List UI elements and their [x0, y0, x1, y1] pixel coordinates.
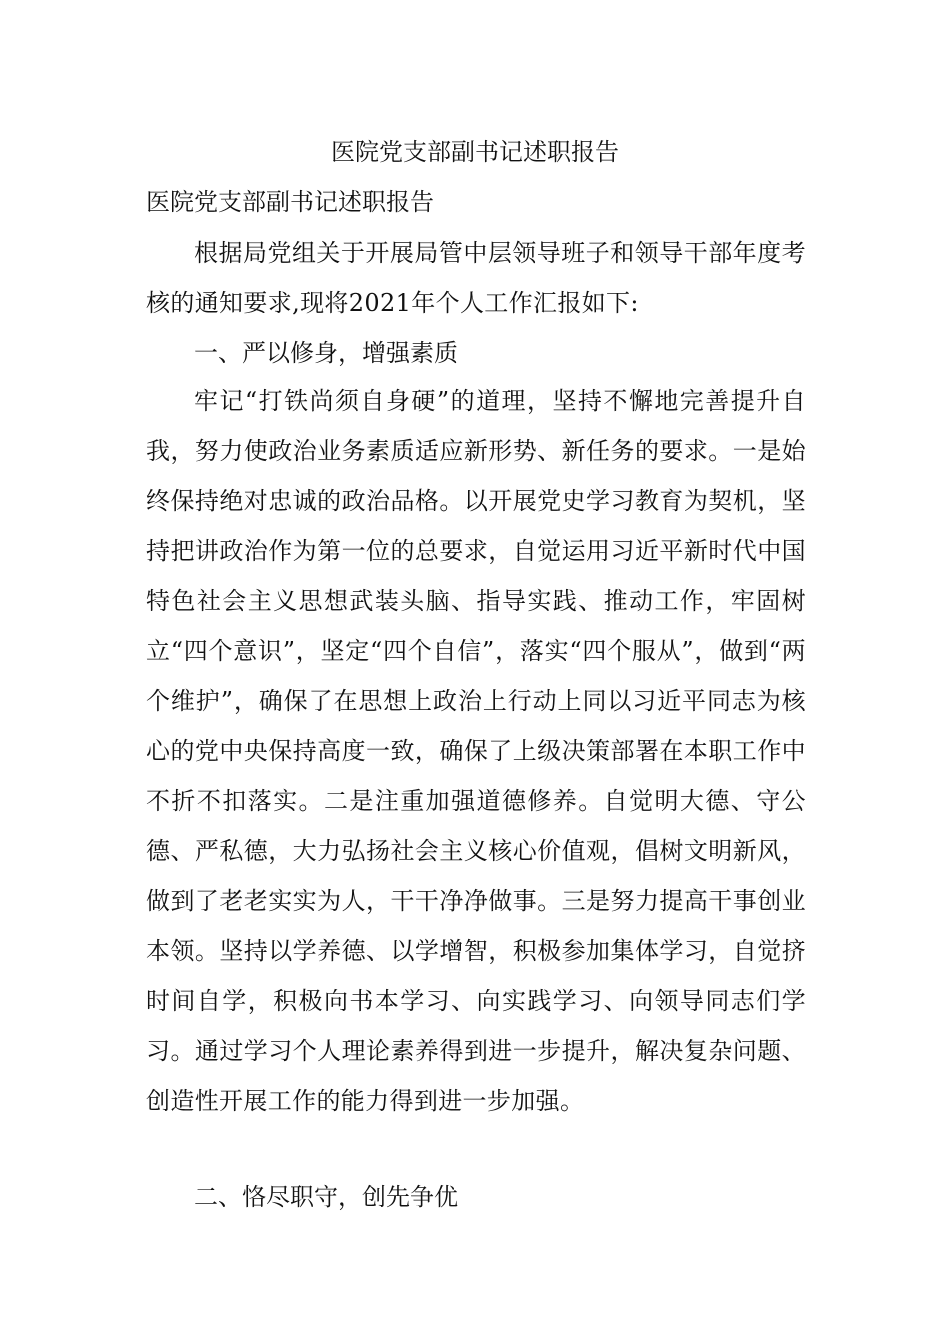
document-title: 医院党支部副书记述职报告	[331, 138, 619, 166]
section-1-paragraph: 牢记“打铁尚须自身硬”的道理，坚持不懈地完善提升自我，努力使政治业务素质适应新形势、新任务的要求。一是始终保持绝对忠诚的政治品格。以开展党史学习教育为契机，坚持把讲政治作为第一位的总要求，自觉运用习近平新时代中国特色社会主义思想武装头脑、指导实践、推动工作，牢固树立“四个意识”，坚定“四个自信”，落实“四个服从”，做到“两个维护”，确保了在思想上政治上行动上同以习近平同志为核心的党中央保持高度一致，确保了上级决策部署在本职工作中不折不扣落实。二是注重加强道德修养。自觉明大德、守公德、严私德，大力弘扬社会主义核心价值观，倡树文明新风，做到了老老实实为人，干干净净做事。三是努力提高干事创业本领。坚持以学养德、以学增智，积极参加集体学习，自觉挤时间自学，积极向书本学习、向实践学习、向领导同志们学习。通过学习个人理论素养得到进一步提升，解决复杂问题、创造性开展工作的能力得到进一步加强。	[146, 387, 806, 1115]
section-heading-1: 一、严以修身，增强素质	[194, 339, 458, 367]
document-subtitle: 医院党支部副书记述职报告	[146, 188, 434, 216]
intro-paragraph: 根据局党组关于开展局管中层领导班子和领导干部年度考核的通知要求,现将2021年个人工作汇报如下:	[146, 239, 806, 317]
section-heading-2: 二、恪尽职守，创先争优	[194, 1183, 458, 1211]
